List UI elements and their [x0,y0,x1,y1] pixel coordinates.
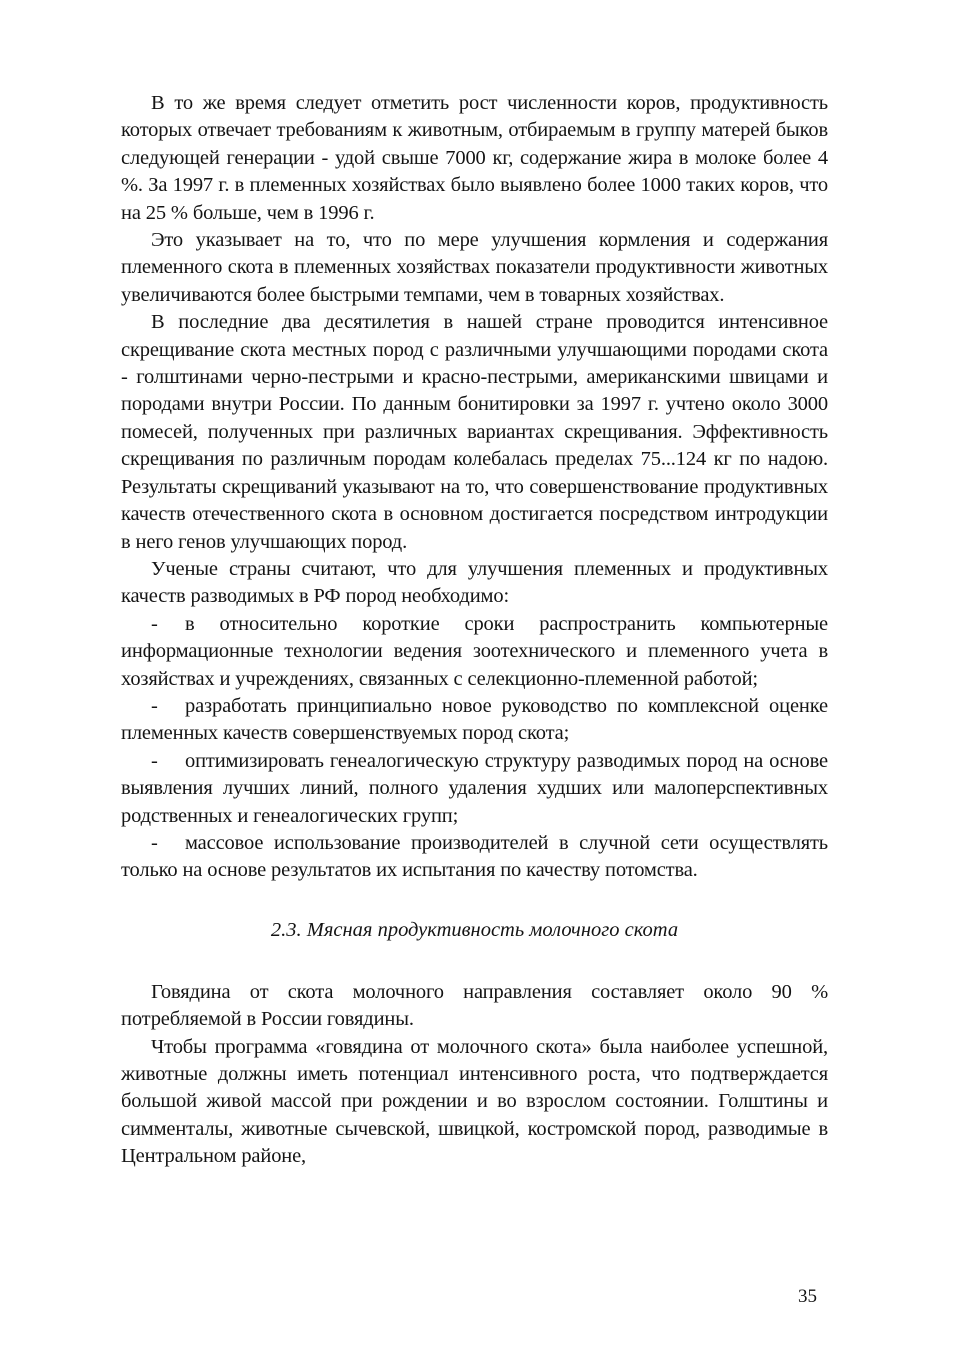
paragraph: Это указывает на то, что по мере улучшения кормления и содержания племенного скота в племенных хозяйствах показатели продуктивности животных увеличиваются более быстрыми темпами, чем в товарных хозяйствах. [121,229,828,306]
list-item-text: в относительно короткие сроки распространить компьютерные информационные технологии ведения зоотехнического и племенного учета в хозяйствах и учреждениях, связанных с селекционно-племенной работой; [121,612,828,690]
list-item-text: разработать принципиально новое руководство по комплексной оценке племенных качеств совершенствуемых пород скота; [121,694,828,745]
list-dash: - [151,694,158,717]
list-dash: - [151,612,158,635]
paragraph: Ученые страны считают, что для улучшения племенных и продуктивных качеств разводимых в РФ пород необходимо: [121,557,828,608]
list-item [121,611,828,693]
list-item-text: оптимизировать генеалогическую структуру разводимых пород на основе выявления лучших линий, полного удаления худших или малоперспективных родственных и генеалогических групп; [121,749,828,827]
page-number: 35 [798,1286,817,1307]
paragraph: Говядина от скота молочного направления составляет около 90 % потребляемой в России говядины. [121,980,828,1031]
section-heading: 2.3. Мясная продуктивность молочного скота [270,918,679,941]
paragraph: В последние два десятилетия в нашей стране проводится интенсивное скрещивание скота местных пород с различными улучшающими породами скота - голштинами черно-пестрыми и красно-пестрыми, американскими швицами и породами внутри России. По данным бонитировки за 1997 г. учтено около 3000 помесей, полученных при различных вариантах скрещивания. Эффективность скрещивания по различным породам колебалась пределах 75...124 кг по надою. Результаты скрещиваний указывают на то, что совершенствование продуктивных качеств отечественного скота в основном достигается посредством интродукции в него генов улучшающих пород. [121,311,828,553]
list-item-text: массовое использование производителей в случной сети осуществлять только на основе результатов их испытания по качеству потомства. [121,831,828,882]
page-body [121,90,828,1171]
paragraph: В то же время следует отметить рост численности коров, продуктивность которых отвечает требованиям к животным, отбираемым в группу матерей быков следующей генерации - удой свыше 7000 кг, содержание жира в молоке более 4 %. За 1997 г. в племенных хозяйствах было выявлено более 1000 таких коров, что на 25 % больше, чем в 1996 г. [121,92,828,224]
paragraph: Чтобы программа «говядина от молочного скота» была наиболее успешной, животные должны иметь потенциал интенсивного роста, что подтверждается большой живой массой при рождении и во взрослом состоянии. Голштины и симменталы, животные сычевской, швицкой, костромской пород, разводимые в Центральном районе, [121,1035,828,1168]
list-item [121,748,828,830]
list-item [121,693,828,748]
list-item [121,830,828,885]
list-dash: - [151,831,158,854]
list-dash: - [151,749,158,772]
